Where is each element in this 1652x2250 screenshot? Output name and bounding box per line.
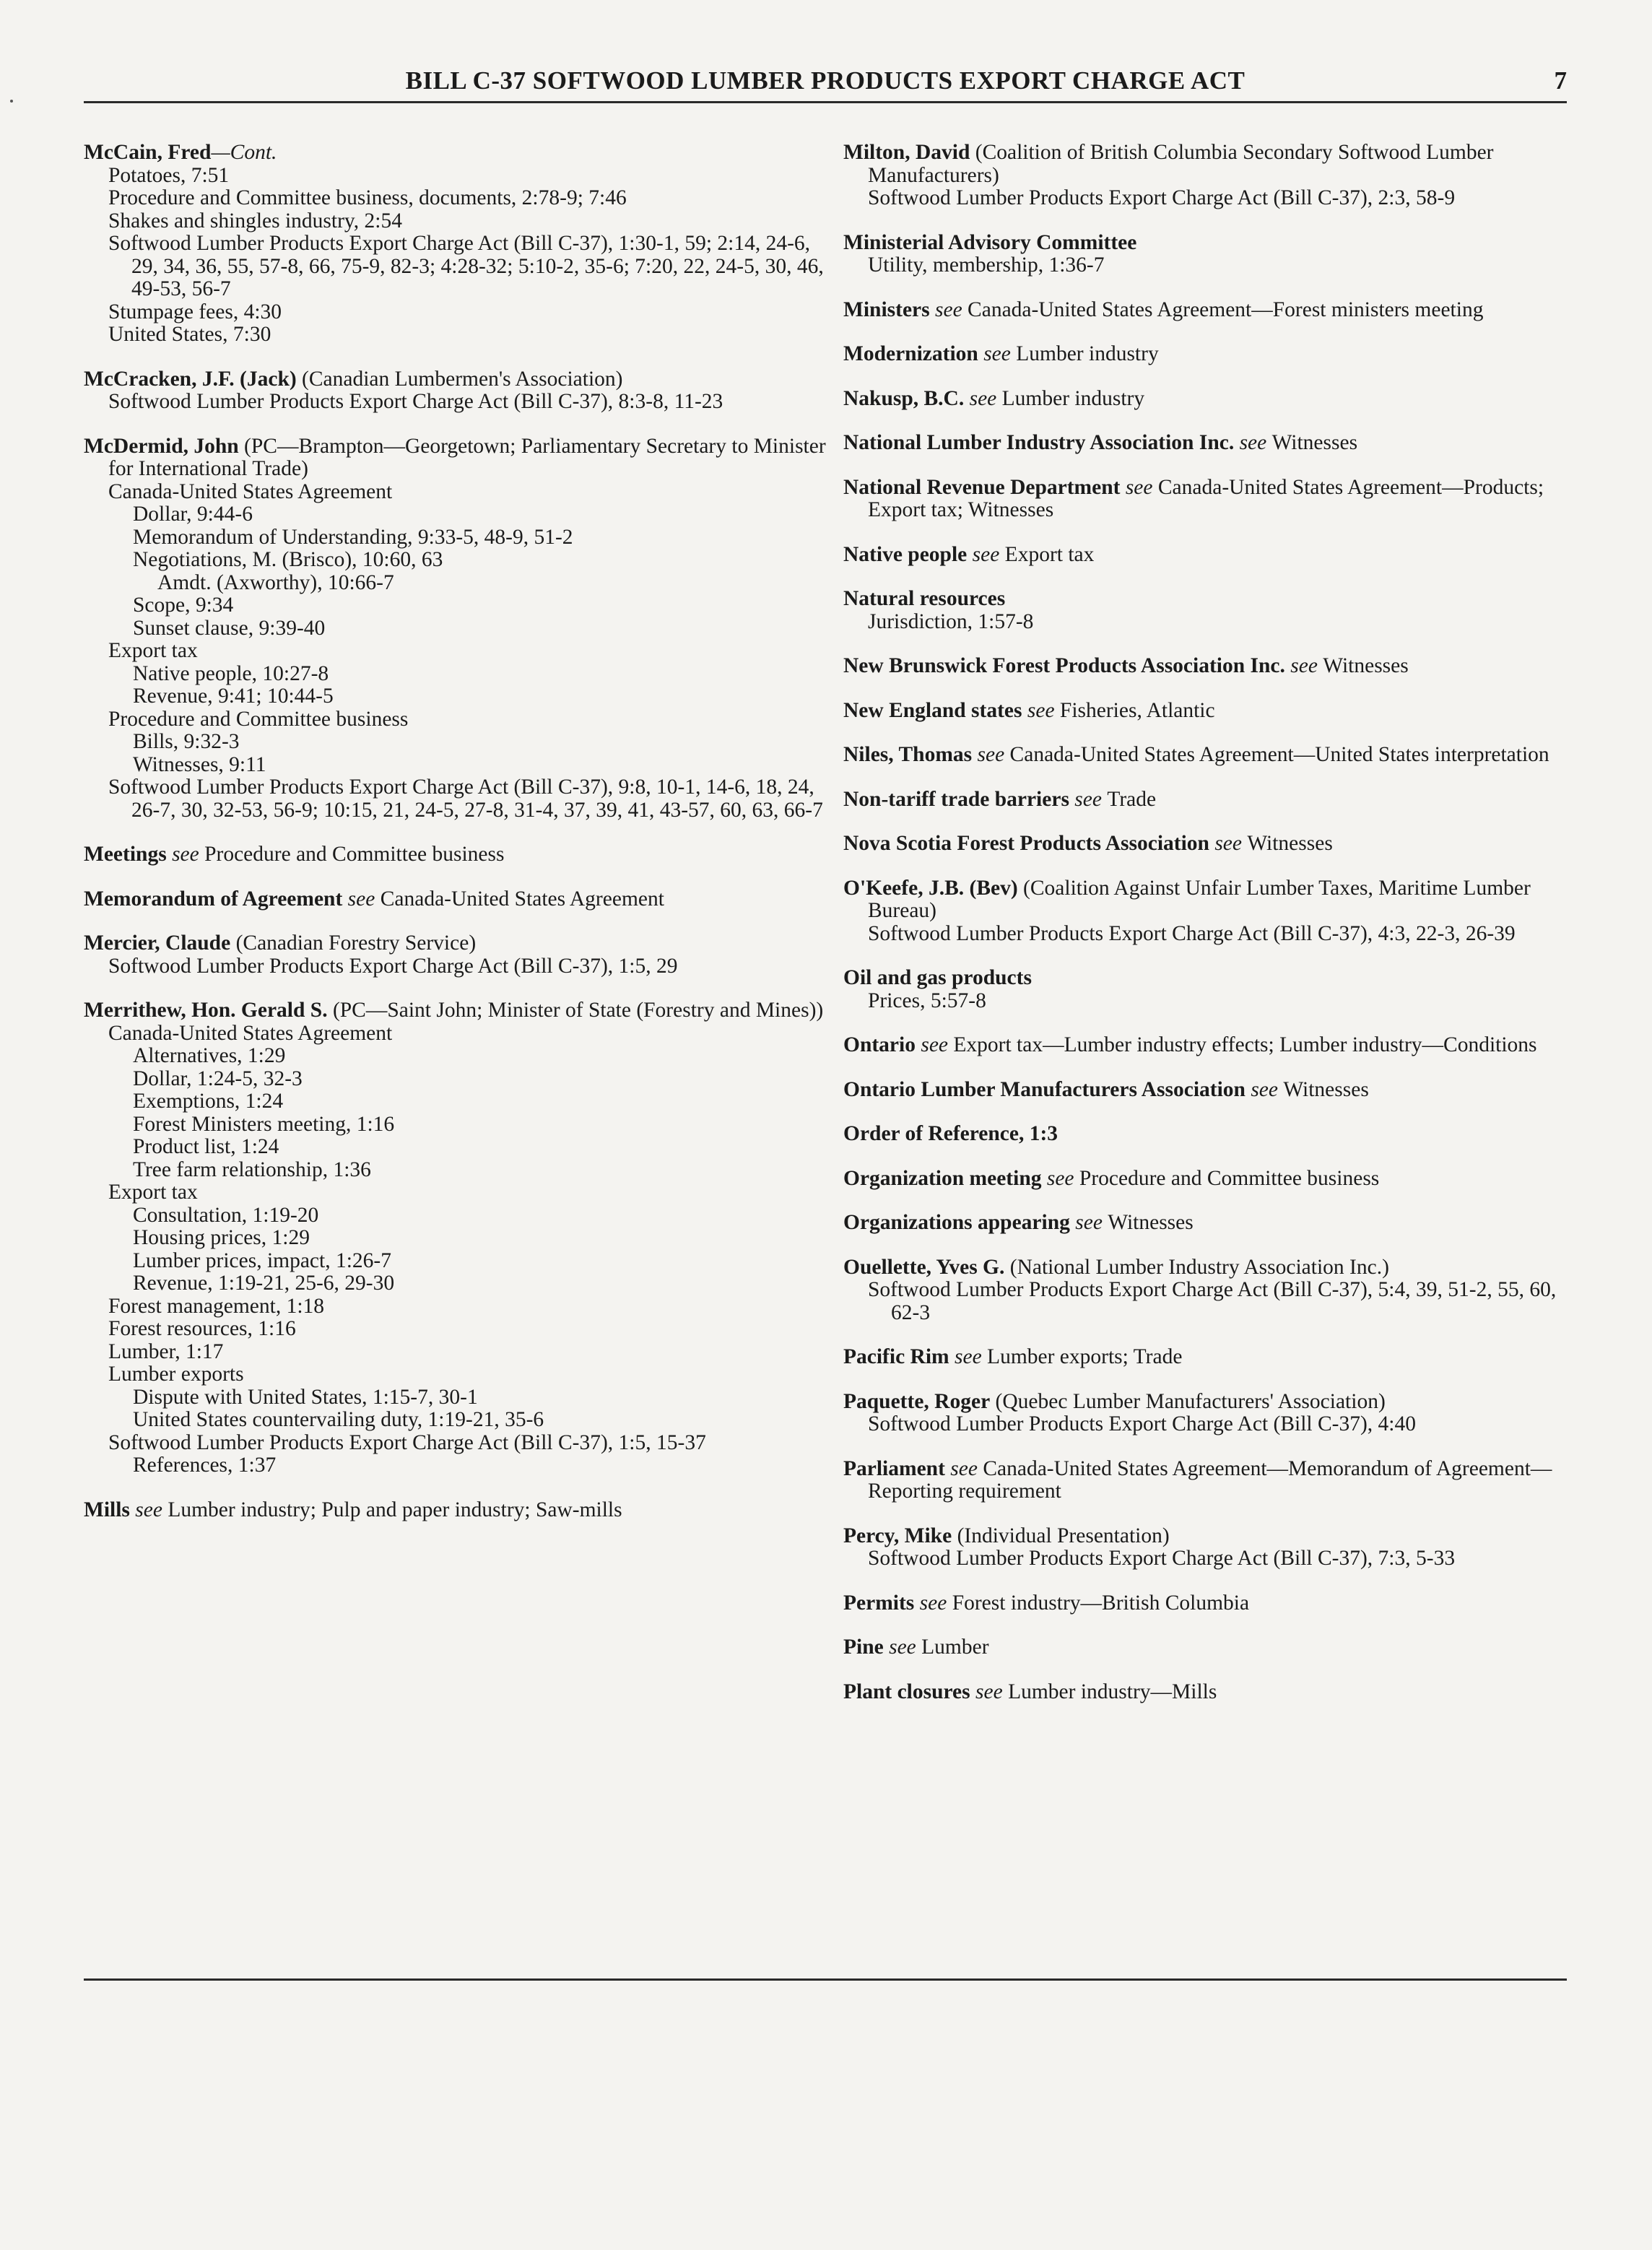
index-entry	[843, 1346, 1567, 1369]
cross-reference: Lumber exports; Trade	[987, 1345, 1183, 1368]
index-entry	[843, 833, 1567, 856]
page-title: BILL C-37 SOFTWOOD LUMBER PRODUCTS EXPORT CHARGE ACT	[405, 66, 1245, 95]
entry-description: (Individual Presentation)	[952, 1524, 1170, 1547]
cross-reference: Witnesses	[1247, 832, 1333, 855]
cross-reference: Lumber	[921, 1636, 989, 1659]
sub-entry: Softwood Lumber Products Export Charge Act (Bill C-37), 9:8, 10-1, 14-6, 18, 24, 26-7, 30, 32-53, 56-9; 10:15, 21, 24-5, 27-8, 31-4, 37, 39, 41, 43-57, 60, 63, 66-7	[108, 776, 823, 822]
cross-reference: Lumber industry; Pulp and paper industry; Saw-mills	[168, 1498, 622, 1521]
cross-reference: Canada-United States Agreement—Forest ministers meeting	[968, 297, 1484, 321]
sub-entry: Dollar, 9:44-6	[133, 503, 253, 526]
cross-reference: Lumber industry—Mills	[1008, 1680, 1217, 1703]
see-reference-label: see	[978, 342, 1017, 365]
entry-name: Organization meeting	[843, 1166, 1042, 1190]
entry-heading	[843, 299, 1567, 322]
see-reference-label: see	[1245, 1077, 1284, 1101]
entry-name: Permits	[843, 1591, 915, 1615]
cross-reference: Procedure and Committee business	[1079, 1166, 1380, 1190]
entry-heading	[843, 544, 1567, 567]
see-reference-label: see	[166, 843, 205, 866]
entry-heading	[843, 343, 1567, 366]
entry-description: (Canadian Forestry Service)	[230, 931, 477, 955]
see-reference-label: see	[964, 386, 1002, 410]
entry-heading	[84, 888, 835, 911]
entry-description: (Coalition of British Columbia Secondary Softwood Lumber Manufacturers)	[868, 141, 1494, 187]
see-reference-label: see	[129, 1498, 168, 1521]
page-speck	[10, 100, 13, 103]
entry-name: New England states	[843, 698, 1022, 722]
entry-name: Percy, Mike	[843, 1524, 952, 1547]
sub-entry: Lumber exports	[108, 1363, 244, 1386]
entry-heading	[84, 1499, 835, 1522]
entry-heading	[843, 1212, 1567, 1235]
index-entry	[843, 432, 1567, 455]
entry-name: National Lumber Industry Association Inc.	[843, 431, 1235, 454]
sub-entry: Jurisdiction, 1:57-8	[868, 609, 1034, 633]
cross-reference: Witnesses	[1108, 1211, 1194, 1234]
index-entry	[843, 232, 1567, 277]
sub-entry: Revenue, 1:19-21, 25-6, 29-30	[133, 1272, 395, 1295]
entry-name: McDermid, John	[84, 434, 239, 458]
entry-name: McCain, Fred	[84, 141, 212, 164]
index-entry	[843, 700, 1567, 723]
sub-entry: Export tax	[108, 639, 198, 662]
sub-entry: Stumpage fees, 4:30	[108, 300, 282, 323]
see-reference-label: see	[944, 1456, 983, 1480]
entry-heading	[843, 1168, 1567, 1191]
sub-entry: Softwood Lumber Products Export Charge Act (Bill C-37), 1:5, 15-37	[108, 1430, 706, 1454]
entry-heading	[843, 1525, 1567, 1548]
entry-name: Organizations appearing	[843, 1211, 1070, 1234]
entry-heading	[843, 232, 1567, 255]
entry-heading	[843, 432, 1567, 455]
sub-entry: Memorandum of Understanding, 9:33-5, 48-9, 51-2	[133, 525, 573, 549]
index-entry	[843, 655, 1567, 678]
sub-entry: Consultation, 1:19-20	[133, 1203, 319, 1227]
entry-heading	[843, 655, 1567, 678]
sub-entry: Lumber, 1:17	[108, 1339, 224, 1363]
sub-entry: Housing prices, 1:29	[133, 1226, 310, 1249]
entry-description: (Quebec Lumber Manufacturers' Association)	[990, 1389, 1386, 1413]
entry-name: Ouellette, Yves G.	[843, 1255, 1005, 1279]
entry-heading	[843, 1458, 1567, 1503]
entry-heading	[843, 1256, 1567, 1280]
entry-heading	[843, 877, 1567, 923]
cross-reference: Forest industry—British Columbia	[952, 1591, 1250, 1615]
sub-entry: Forest management, 1:18	[108, 1294, 325, 1318]
entry-heading	[843, 744, 1567, 767]
entry-heading	[843, 388, 1567, 411]
entry-heading	[843, 700, 1567, 723]
sub-entry: Procedure and Committee business, documents, 2:78-9; 7:46	[108, 186, 627, 209]
entry-name: Nova Scotia Forest Products Association	[843, 832, 1209, 855]
cross-reference: Lumber industry	[1016, 342, 1159, 365]
sub-entry: Softwood Lumber Products Export Charge Act (Bill C-37), 2:3, 58-9	[868, 186, 1456, 209]
sub-entry: United States, 7:30	[108, 323, 271, 346]
see-reference-label: see	[967, 542, 1005, 566]
entry-description: (National Lumber Industry Association Inc.)	[1004, 1255, 1389, 1279]
sub-entry: Product list, 1:24	[133, 1135, 279, 1158]
sub-entry: Revenue, 9:41; 10:44-5	[133, 685, 334, 708]
cross-reference: Witnesses	[1323, 654, 1409, 677]
entry-name: Ontario	[843, 1033, 916, 1056]
see-reference-label: see	[1120, 475, 1158, 499]
see-reference-label: see	[1069, 1211, 1108, 1234]
index-entry	[843, 1168, 1567, 1191]
see-reference-label: see	[1209, 832, 1248, 855]
entry-heading	[84, 142, 835, 165]
index-entry	[843, 388, 1567, 411]
entry-name: Plant closures	[843, 1680, 970, 1703]
index-entry	[843, 299, 1567, 322]
sub-entry: Canada-United States Agreement	[108, 479, 393, 503]
index-entry	[843, 1079, 1567, 1102]
entry-name: McCracken, J.F. (Jack)	[84, 367, 297, 391]
sub-entry: Softwood Lumber Products Export Charge Act (Bill C-37), 8:3-8, 11-23	[108, 390, 723, 413]
cross-reference: Witnesses	[1283, 1077, 1369, 1101]
entry-heading	[84, 368, 835, 391]
entry-heading	[843, 1592, 1567, 1615]
index-entry	[843, 343, 1567, 366]
entry-name: Native people	[843, 542, 968, 566]
sub-entry: Scope, 9:34	[133, 594, 234, 617]
sub-entry: Forest resources, 1:16	[108, 1317, 296, 1340]
sub-entry: References, 1:37	[133, 1454, 277, 1477]
page-header	[84, 64, 1567, 103]
entry-name: National Revenue Department	[843, 475, 1121, 499]
entry-description: (PC—Saint John; Minister of State (Forestry and Mines))	[327, 999, 824, 1022]
index-entry	[843, 477, 1567, 522]
index-entry	[843, 967, 1567, 1012]
entry-description: (Coalition Against Unfair Lumber Taxes, Maritime Lumber Bureau)	[868, 876, 1531, 922]
entry-heading	[843, 588, 1567, 611]
sub-entry: Prices, 5:57-8	[868, 989, 986, 1012]
sub-entry: Utility, membership, 1:36-7	[868, 253, 1105, 277]
index-entry	[843, 1256, 1567, 1325]
page-number: 7	[1554, 66, 1567, 95]
see-reference-label: see	[915, 1033, 954, 1056]
entry-heading	[843, 1079, 1567, 1102]
entry-heading	[843, 789, 1567, 812]
entry-name: Pacific Rim	[843, 1345, 949, 1368]
index-entry	[843, 789, 1567, 812]
see-reference-label: see	[1041, 1166, 1079, 1190]
see-reference-label: see	[1234, 431, 1272, 454]
entry-name: Nakusp, B.C.	[843, 386, 965, 410]
cross-reference: Trade	[1107, 787, 1157, 811]
entry-heading	[843, 1391, 1567, 1414]
sub-entry: Softwood Lumber Products Export Charge Act (Bill C-37), 5:4, 39, 51-2, 55, 60, 62-3	[868, 1278, 1557, 1324]
index-entry	[843, 1212, 1567, 1235]
index-entry	[84, 368, 835, 414]
entry-name: Ministerial Advisory Committee	[843, 230, 1137, 254]
sub-entry: Shakes and shingles industry, 2:54	[108, 209, 402, 233]
see-reference-label: see	[342, 887, 381, 911]
entry-name: Milton, David	[843, 141, 970, 164]
sub-entry: Softwood Lumber Products Export Charge Act (Bill C-37), 4:3, 22-3, 26-39	[868, 921, 1516, 945]
entry-name: Order of Reference, 1:3	[843, 1122, 1058, 1145]
see-reference-label: see	[970, 1680, 1009, 1703]
entry-continued: —Cont.	[211, 141, 277, 164]
index-entry	[843, 1525, 1567, 1571]
index-column-left	[84, 142, 835, 1543]
entry-name: Non-tariff trade barriers	[843, 787, 1069, 811]
sub-entry: Forest Ministers meeting, 1:16	[133, 1112, 395, 1136]
cross-reference: Lumber industry	[1001, 386, 1145, 410]
entry-heading	[84, 932, 835, 955]
entry-heading	[84, 435, 835, 481]
entry-name: Niles, Thomas	[843, 743, 973, 766]
entry-heading	[843, 1123, 1567, 1146]
sub-entry: Alternatives, 1:29	[133, 1044, 286, 1067]
cross-reference: Fisheries, Atlantic	[1059, 698, 1215, 722]
entry-name: Mills	[84, 1498, 130, 1521]
entry-name: Oil and gas products	[843, 966, 1032, 989]
sub-entry: Lumber prices, impact, 1:26-7	[133, 1248, 391, 1272]
entry-description: (Canadian Lumbermen's Association)	[296, 367, 623, 391]
sub-entry: Amdt. (Axworthy), 10:66-7	[157, 570, 394, 594]
entry-heading	[84, 843, 835, 866]
index-entry	[843, 1592, 1567, 1615]
entry-name: New Brunswick Forest Products Association Inc.	[843, 654, 1285, 677]
index-entry	[843, 877, 1567, 946]
sub-entry: Softwood Lumber Products Export Charge Act (Bill C-37), 1:30-1, 59; 2:14, 24-6, 29, 34, 36, 55, 57-8, 66, 75-9, 82-3; 4:28-32; 5:10-2, 35-6; 7:20, 22, 24-5, 30, 46, 49-53, 56-7	[108, 232, 824, 300]
index-entry	[84, 1499, 835, 1522]
see-reference-label: see	[914, 1591, 952, 1615]
entry-name: Natural resources	[843, 587, 1006, 610]
cross-reference: Canada-United States Agreement	[380, 887, 664, 911]
see-reference-label: see	[1284, 654, 1323, 677]
index-entry	[843, 544, 1567, 567]
sub-entry: Potatoes, 7:51	[108, 163, 230, 187]
index-entry	[843, 1458, 1567, 1503]
sub-entry: Bills, 9:32-3	[133, 730, 240, 753]
cross-reference: Procedure and Committee business	[204, 843, 505, 866]
index-entry	[843, 1123, 1567, 1146]
see-reference-label: see	[1022, 698, 1060, 722]
sub-entry: Softwood Lumber Products Export Charge Act (Bill C-37), 7:3, 5-33	[868, 1547, 1456, 1570]
sub-entry: Negotiations, M. (Brisco), 10:60, 63	[133, 548, 443, 571]
sub-entry: Dollar, 1:24-5, 32-3	[133, 1067, 303, 1090]
see-reference-label: see	[949, 1345, 988, 1368]
sub-entry: Canada-United States Agreement	[108, 1021, 393, 1045]
index-entry	[84, 999, 835, 1477]
index-entry	[84, 888, 835, 911]
sub-entry: Softwood Lumber Products Export Charge Act (Bill C-37), 1:5, 29	[108, 954, 678, 978]
index-entry	[84, 843, 835, 866]
entry-name: Mercier, Claude	[84, 931, 231, 955]
footer-rule	[84, 1978, 1567, 1981]
entry-description: (PC—Brampton—Georgetown; Parliamentary Secretary to Minister for International Trade)	[108, 434, 826, 480]
sub-entry: Procedure and Committee business	[108, 707, 409, 731]
entry-heading	[843, 142, 1567, 187]
see-reference-label: see	[929, 297, 968, 321]
cross-reference: Export tax	[1004, 542, 1095, 566]
index-entry	[843, 588, 1567, 633]
entry-name: Ministers	[843, 297, 930, 321]
sub-entry: Export tax	[108, 1181, 198, 1204]
index-entry	[843, 1636, 1567, 1659]
entry-heading	[843, 967, 1567, 990]
sub-entry: Exemptions, 1:24	[133, 1090, 284, 1113]
entry-heading	[843, 1034, 1567, 1057]
see-reference-label: see	[1069, 787, 1108, 811]
entry-name: Modernization	[843, 342, 978, 365]
cross-reference: Canada-United States Agreement—Products; Export tax; Witnesses	[868, 475, 1544, 521]
entry-name: O'Keefe, J.B. (Bev)	[843, 876, 1018, 900]
entry-heading	[843, 477, 1567, 522]
entry-name: Parliament	[843, 1456, 945, 1480]
see-reference-label: see	[972, 743, 1010, 766]
sub-entry: Tree farm relationship, 1:36	[133, 1157, 371, 1181]
entry-heading	[843, 1681, 1567, 1704]
index-entry	[84, 932, 835, 978]
index-entry	[843, 1034, 1567, 1057]
see-reference-label: see	[883, 1636, 922, 1659]
entry-heading	[843, 833, 1567, 856]
sub-entry: Native people, 10:27-8	[133, 661, 329, 685]
index-entry	[843, 744, 1567, 767]
entry-name: Memorandum of Agreement	[84, 887, 343, 911]
index-entry	[843, 142, 1567, 210]
entry-name: Ontario Lumber Manufacturers Association	[843, 1077, 1245, 1101]
cross-reference: Canada-United States Agreement—Memorandum of Agreement—Reporting requirement	[868, 1456, 1552, 1503]
sub-entry: Witnesses, 9:11	[133, 752, 266, 776]
index-column-right	[843, 142, 1567, 1725]
sub-entry: Softwood Lumber Products Export Charge Act (Bill C-37), 4:40	[868, 1412, 1417, 1435]
index-entry	[843, 1681, 1567, 1704]
cross-reference: Witnesses	[1271, 431, 1358, 454]
sub-entry: United States countervailing duty, 1:19-21, 35-6	[133, 1408, 544, 1431]
index-entry	[84, 142, 835, 347]
sub-entry: Sunset clause, 9:39-40	[133, 616, 326, 640]
entry-heading	[843, 1636, 1567, 1659]
entry-name: Pine	[843, 1636, 884, 1659]
entry-name: Paquette, Roger	[843, 1389, 991, 1413]
sub-entry: Dispute with United States, 1:15-7, 30-1	[133, 1385, 478, 1409]
entry-name: Meetings	[84, 843, 167, 866]
cross-reference: Export tax—Lumber industry effects; Lumber industry—Conditions	[953, 1033, 1537, 1056]
entry-heading	[843, 1346, 1567, 1369]
entry-heading	[84, 999, 835, 1022]
index-entry	[84, 435, 835, 822]
entry-name: Merrithew, Hon. Gerald S.	[84, 999, 328, 1022]
index-entry	[843, 1391, 1567, 1436]
cross-reference: Canada-United States Agreement—United States interpretation	[1009, 743, 1549, 766]
